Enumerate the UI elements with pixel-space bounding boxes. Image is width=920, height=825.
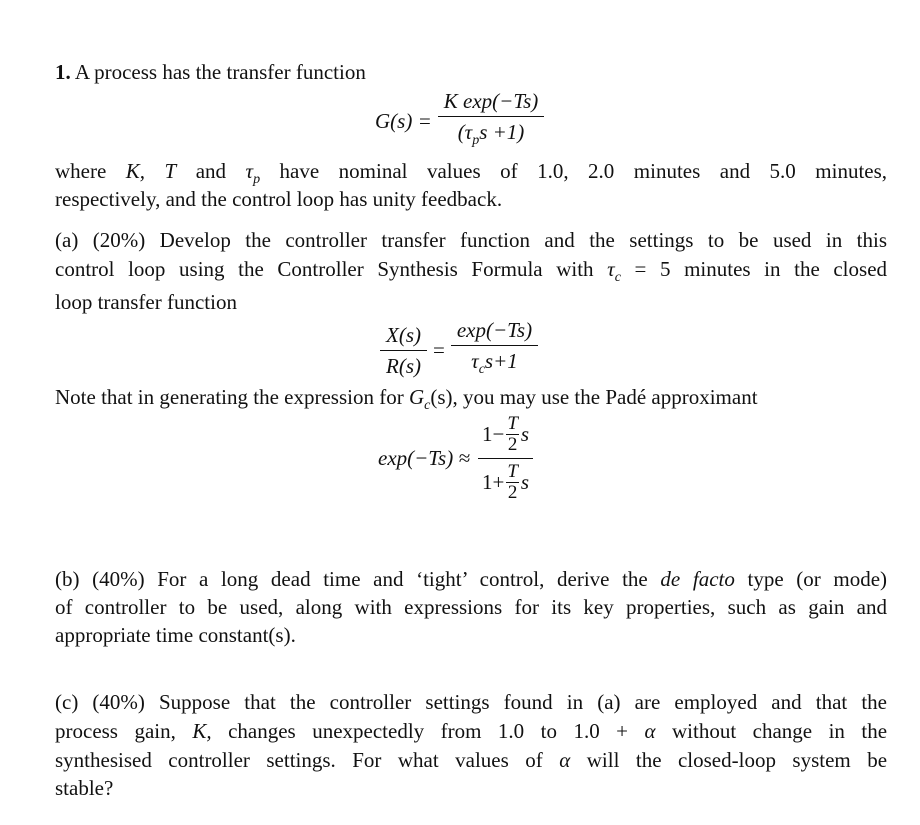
note-line: Note that in generating the expression for $G_c(s)$, you may use the Padé approximant [55,385,758,413]
eq3-fraction: 1− $\frac{T}{2}$ s 1+ $\frac{T}{2}$ s [478,414,533,503]
part-c-line3: synthesised controller settings. For what values of α will the closed-loop system be [55,748,888,772]
part-c-line4: stable? [55,776,114,800]
part-a-line2: control loop using the Controller Synthesis Formula with $\tau_c = 5$ minutes in the closed [55,257,888,285]
pade-equation [378,414,533,503]
part-b-line2: of controller to be used, along with expressions for its key properties, such as gain and [55,595,887,619]
eq3-lhs: exp(−Ts) ≈ [378,446,470,470]
eq1-denominator: $(\tau_ps +1)$ [457,120,525,148]
part-c-line1: (c) (40%) Suppose that the controller settings found in (a) are employed and that the [55,690,887,714]
part-a-line3: loop transfer function [55,290,237,314]
question-number: 1. [55,60,71,84]
part-b-line1: (b) (40%) For a long dead time and ‘tight’ control, derive the de facto type (or mode) [55,567,888,591]
question-intro-text: A process has the transfer function [74,60,366,84]
respectively-line: respectively, and the control loop has unity feedback. [55,187,503,211]
part-b-line3: appropriate time constant(s). [55,623,296,647]
eq2-equals: = [433,337,445,362]
eq2-lhs-fraction: $\frac{X(s)}{R(s)}$ [380,320,427,381]
closed-loop-equation [380,315,538,385]
eq1-numerator: K exp(−Ts) [443,89,539,113]
part-a-line1: (a) (20%) Develop the controller transfer function and the settings to be used in this [55,228,887,252]
eq2-rhs-fraction: $\frac{\exp(-Ts)}{\tau_cs+1}$ [451,315,538,385]
eq1-lhs: G(s) = [375,108,432,133]
where-line: where K, T and $\tau_p$ have nominal values of 1.0, 2.0 minutes and 5.0 minutes, [55,159,888,187]
question-intro [55,58,887,86]
part-c-line2: process gain, K, changes unexpectedly from 1.0 to 1.0 + α without change in the [55,719,888,743]
eq1-fraction [438,86,544,156]
transfer-function-equation [375,86,544,156]
